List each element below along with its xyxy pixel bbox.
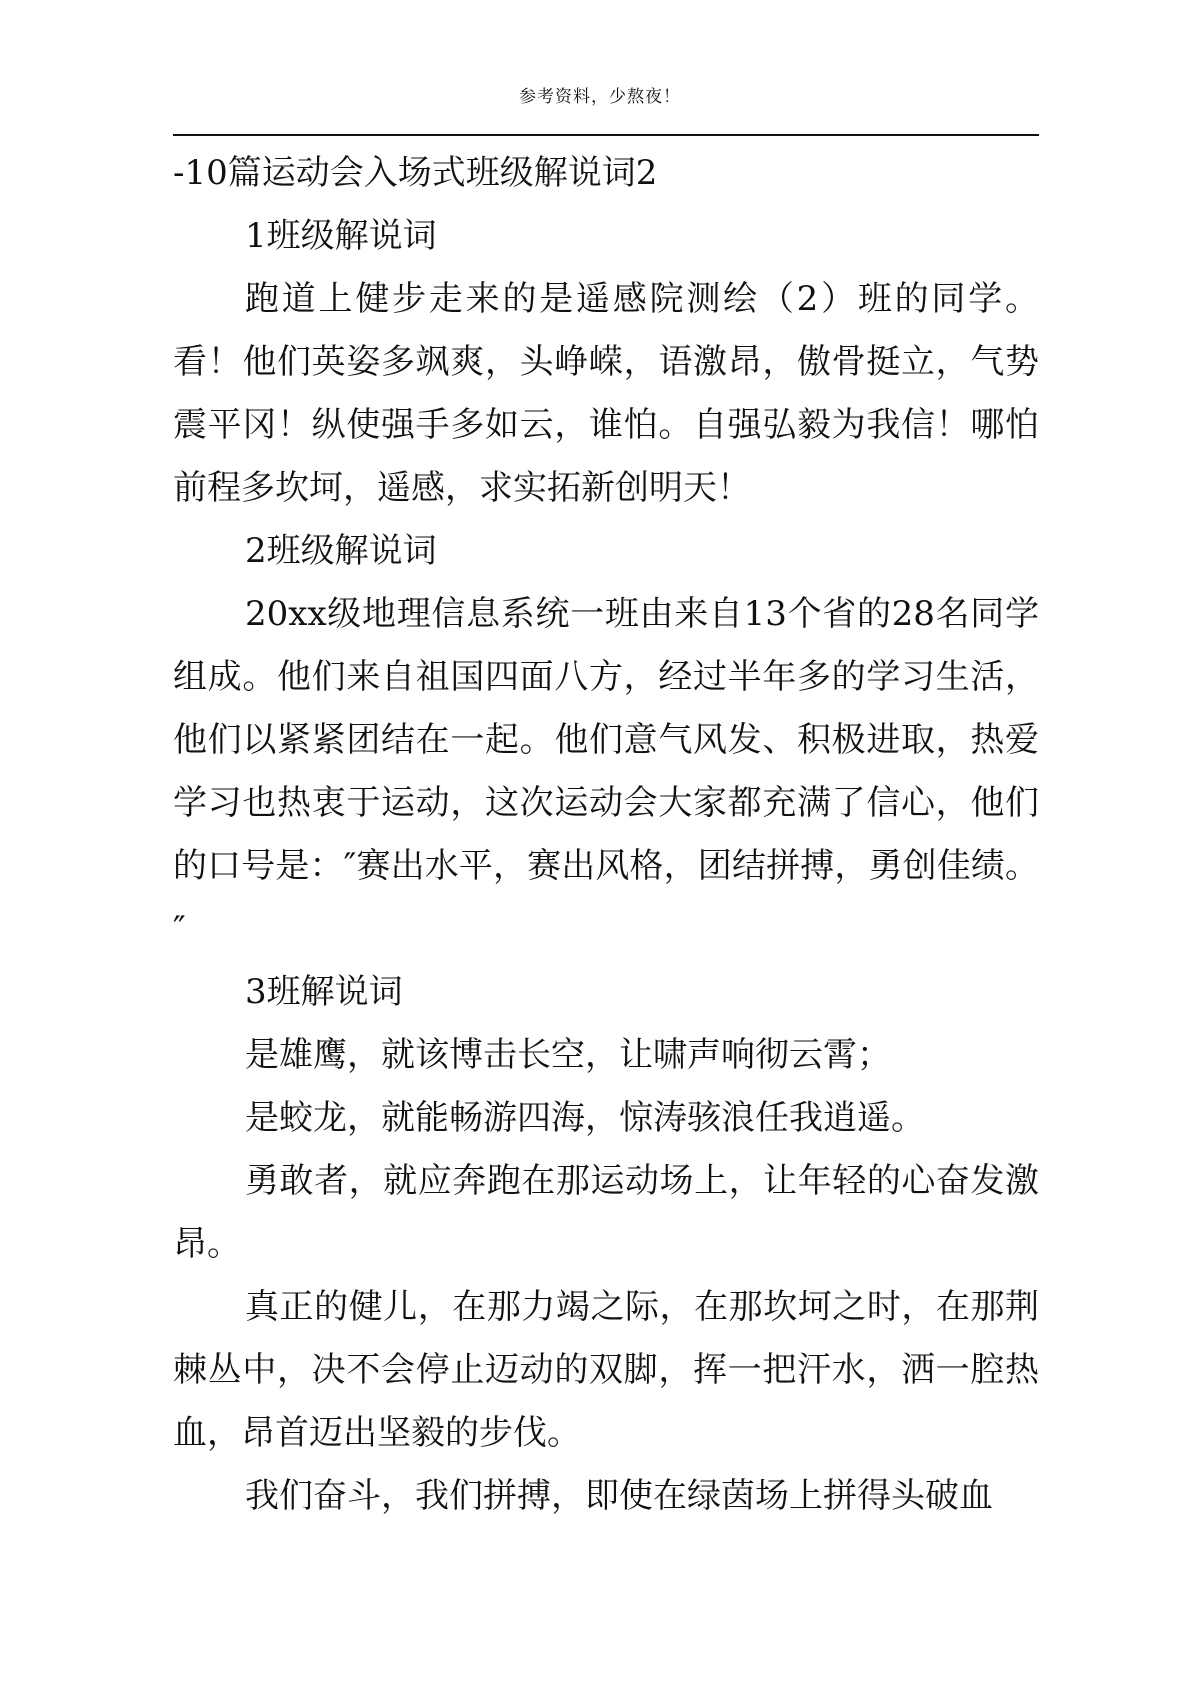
section-heading-1: 1班级解说词 <box>245 216 437 256</box>
paragraph: 跑道上健步走来的是遥感院测绘（2）班的同学。看！他们英姿多飒爽，头峥嵘，语激昂，傲骨挺立，气势震平冈！纵使强手多如云，谁怕。自强弘毅为我信！哪怕前程多坎坷，遥感，求实拓新创明天！ <box>173 279 1039 508</box>
paragraph: 20xx级地理信息系统一班由来自13个省的28名同学组成。他们来自祖国四面八方，经过半年多的学习生活，他们以紧紧团结在一起。他们意气风发、积极进取，热爱学习也热衷于运动，这次运动会大家都充满了信心，他们的口号是：″赛出水平，赛出风格，团结拼搏，勇创佳绩。″ <box>173 594 1039 949</box>
paragraph: 我们奋斗，我们拼搏，即使在绿茵场上拼得头破血 <box>245 1476 993 1516</box>
section-heading-2: 2班级解说词 <box>245 531 437 571</box>
paragraph: 勇敢者，就应奔跑在那运动场上，让年轻的心奋发激昂。 <box>173 1161 1039 1264</box>
paragraph: 是雄鹰，就该博击长空，让啸声响彻云霄； <box>245 1035 891 1075</box>
document-body <box>173 142 1039 1528</box>
paragraph: 是蛟龙，就能畅游四海，惊涛骇浪任我逍遥。 <box>245 1098 925 1138</box>
document-title: -10篇运动会入场式班级解说词2 <box>173 153 658 193</box>
header-divider <box>173 134 1039 136</box>
page-header: 参考资料，少熬夜！ <box>519 87 681 107</box>
section-heading-3: 3班解说词 <box>245 972 403 1012</box>
paragraph: 真正的健儿，在那力竭之际，在那坎坷之时，在那荆棘丛中，决不会停止迈动的双脚，挥一把汗水，洒一腔热血，昂首迈出坚毅的步伐。 <box>173 1287 1039 1453</box>
